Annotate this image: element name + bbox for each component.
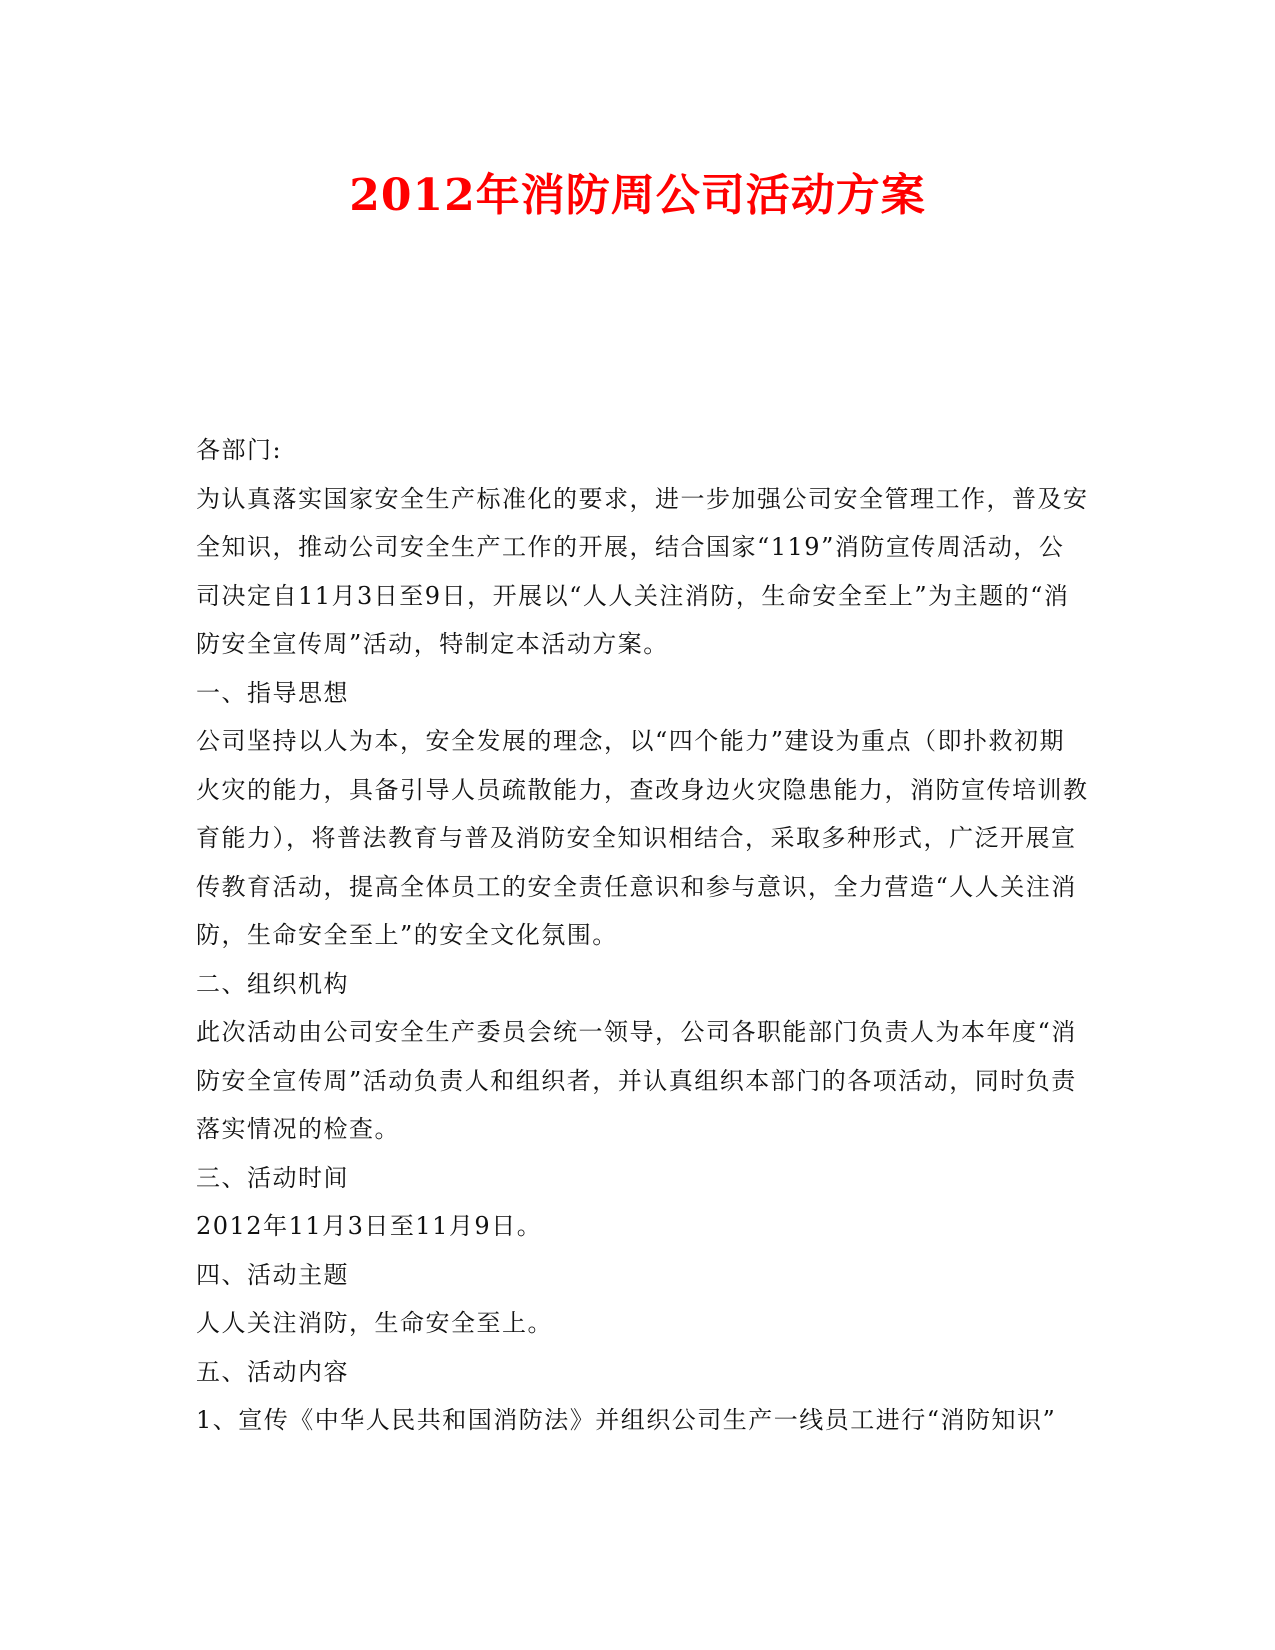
body-line: 此次活动由公司安全生产委员会统一领导，公司各职能部门负责人为本年度“消 [196,1018,1077,1046]
body-line: 公司坚持以人为本，安全发展的理念，以“四个能力”建设为重点（即扑救初期 [196,727,1066,755]
body-line: 为认真落实国家安全生产标准化的要求，进一步加强公司安全管理工作，普及安 [196,484,1089,513]
body-line: 育能力），将普法教育与普及消防安全知识相结合，采取多种形式，广泛开展宣 [196,824,1077,852]
body-line: 防安全宣传周”活动负责人和组织者，并认真组织本部门的各项活动，同时负责 [196,1066,1077,1095]
section-heading: 三、活动时间 [196,1163,349,1192]
body-line: 防，生命安全至上”的安全文化氛围。 [196,921,618,949]
body-line: 司决定自11月3日至9日，开展以“人人关注消防，生命安全至上”为主题的“消 [196,581,1070,610]
section-heading: 四、活动主题 [196,1260,349,1289]
section-heading: 五、活动内容 [196,1357,349,1386]
section-heading: 二、组织机构 [196,969,349,998]
salutation: 各部门: [196,436,283,464]
body-line: 落实情况的检查。 [196,1115,400,1143]
body-line: 传教育活动，提高全体员工的安全责任意识和参与意识，全力营造“人人关注消 [196,872,1077,901]
document-body [196,426,1089,1445]
body-line: 2012年11月3日至11月9日。 [196,1212,543,1240]
section-heading: 一、指导思想 [196,678,349,707]
body-line: 火灾的能力，具备引导人员疏散能力，查改身边火灾隐患能力，消防宣传培训教 [196,775,1089,804]
document-title: 2012年消防周公司活动方案 [349,170,926,221]
body-line: 防安全宣传周”活动，特制定本活动方案。 [196,630,669,658]
body-line: 人人关注消防，生命安全至上。 [196,1309,553,1337]
body-line: 1、宣传《中华人民共和国消防法》并组织公司生产一线员工进行“消防知识” [196,1406,1057,1434]
body-line: 全知识，推动公司安全生产工作的开展，结合国家“119”消防宣传周活动，公 [196,533,1065,561]
